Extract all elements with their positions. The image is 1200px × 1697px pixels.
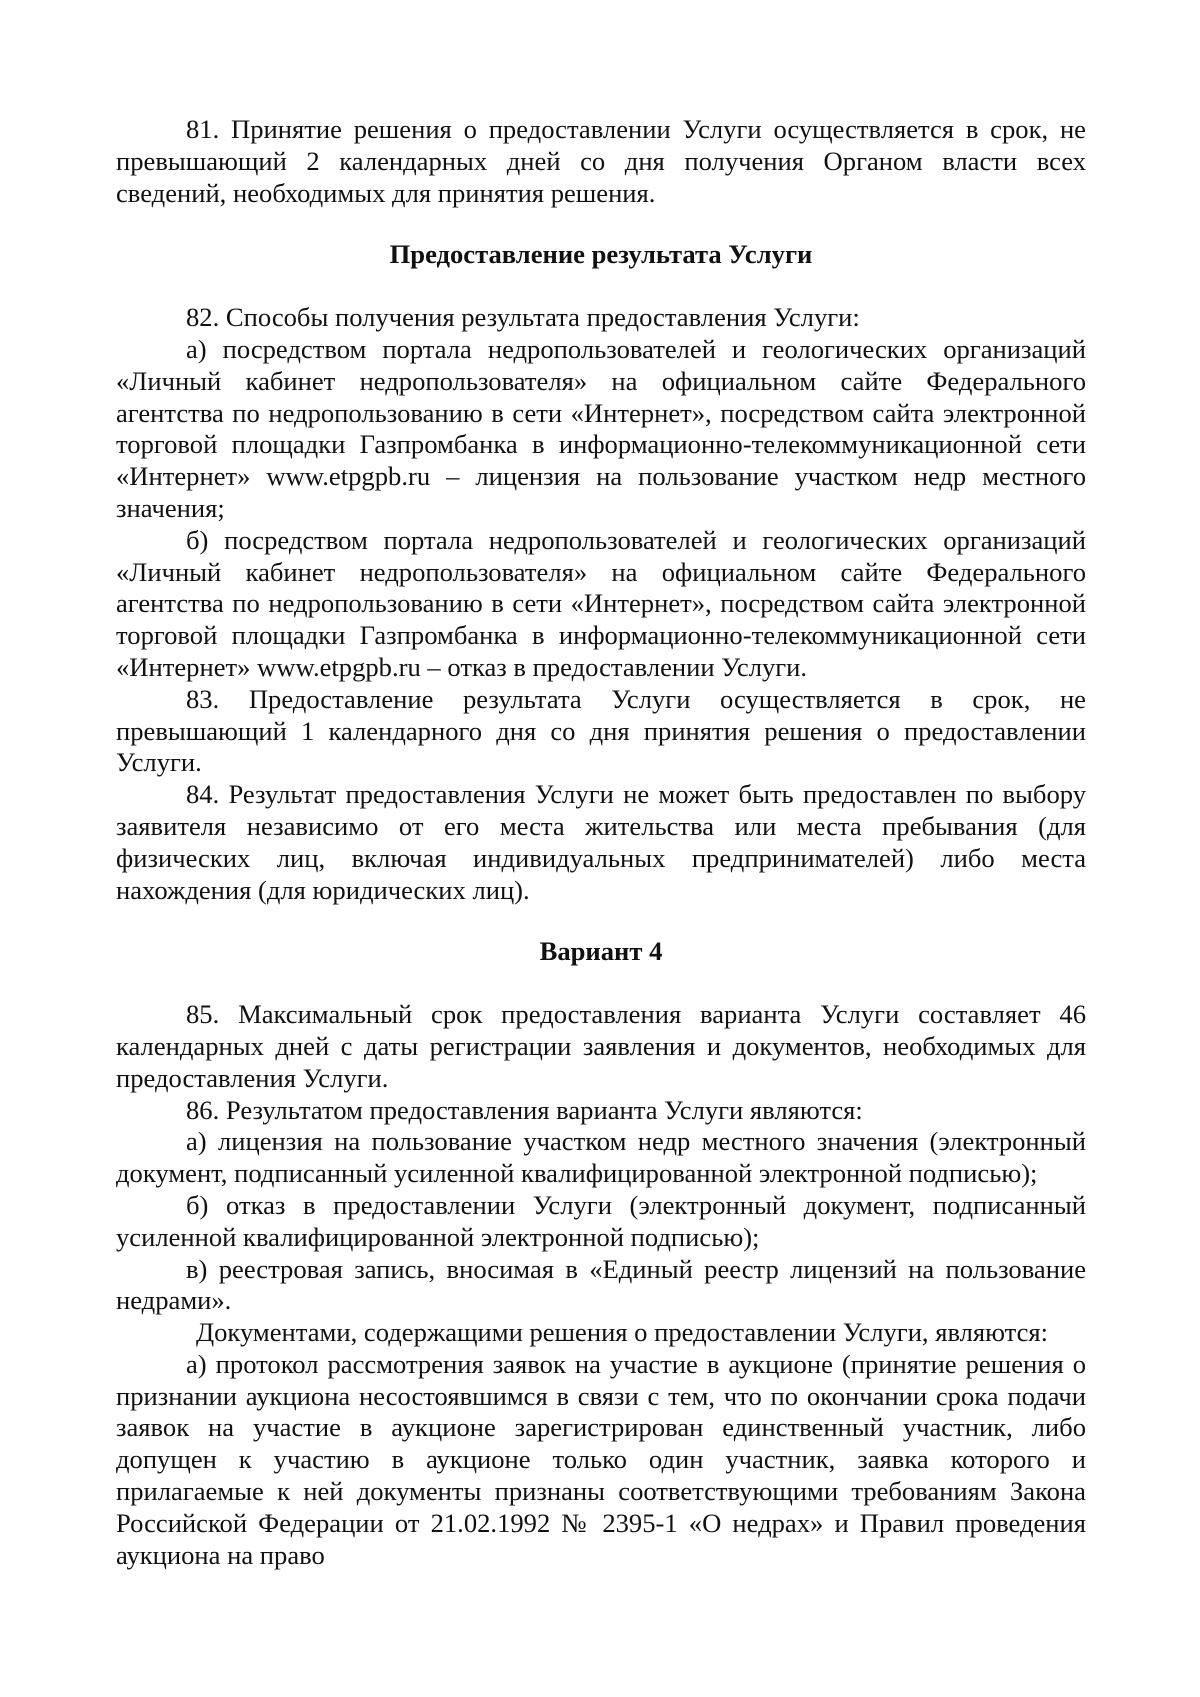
paragraph-86-c: в) реестровая запись, вносимая в «Единый реестр лицензий на пользование недрами».	[116, 1253, 1086, 1316]
paragraph-81: 81. Принятие решения о предоставлении Услуги осуществляется в срок, не превышающий 2 календарных дней со дня получения Органом власти всех сведений, необходимых для принятия решения.	[116, 114, 1086, 208]
paragraph-86-b: б) отказ в предоставлении Услуги (электронный документ, подписанный усиленной квалифицированной электронной подписью);	[116, 1189, 1086, 1252]
paragraph-82: 82. Способы получения результата предоставления Услуги:	[186, 302, 860, 333]
document-page	[116, 114, 1086, 1571]
paragraph-decision-documents-a: а) протокол рассмотрения заявок на участие в аукционе (принятие решения о признании аукциона несостоявшимся в связи с тем, что по окончании срока подачи заявок на участие в аукционе зарегистрирован единственный участник, либо допущен к участию в аукционе только один участник, заявка которого и прилагаемые к ней документы признаны соответствующими требованиям Закона Российской Федерации от 21.02.1992 № 2395-1 «О недрах» и Правил проведения аукциона на право	[116, 1348, 1086, 1570]
paragraph-86: 86. Результатом предоставления варианта Услуги являются:	[186, 1094, 863, 1125]
paragraph-84: 84. Результат предоставления Услуги не может быть предоставлен по выбору заявителя независимо от его места жительства или места пребывания (для физических лиц, включая индивидуальных предпринимателей) либо места нахождения (для юридических лиц).	[116, 779, 1086, 905]
paragraph-85: 85. Максимальный срок предоставления варианта Услуги составляет 46 календарных дней с даты регистрации заявления и документов, необходимых для предоставления Услуги.	[116, 999, 1086, 1093]
paragraph-86-a: а) лицензия на пользование участком недр местного значения (электронный документ, подписанный усиленной квалифицированной электронной подписью);	[116, 1126, 1086, 1189]
heading-variant-4: Вариант 4	[539, 936, 663, 967]
paragraph-83: 83. Предоставление результата Услуги осуществляется в срок, не превышающий 1 календарного дня со дня принятия решения о предоставлении Услуги.	[116, 683, 1086, 778]
paragraph-82-a: а) посредством портала недропользователей и геологических организаций «Личный кабинет недропользователя» на официальном сайте Федерального агентства по недропользованию в сети «Интернет», посредством сайта электронной торговой площадки Газпромбанка в информационно-телекоммуникационной сети «Интернет» www.etpgpb.ru – лицензия на пользование участком недр местного значения;	[116, 333, 1086, 523]
heading-result-provision: Предоставление результата Услуги	[389, 239, 813, 270]
paragraph-decision-documents: Документами, содержащими решения о предоставлении Услуги, являются:	[196, 1317, 1049, 1348]
paragraph-82-b: б) посредством портала недропользователей и геологических организаций «Личный кабинет недропользователя» на официальном сайте Федерального агентства по недропользованию в сети «Интернет», посредством сайта электронной торговой площадки Газпромбанка в информационно-телекоммуникационной сети «Интернет» www.etpgpb.ru – отказ в предоставлении Услуги.	[116, 524, 1086, 682]
